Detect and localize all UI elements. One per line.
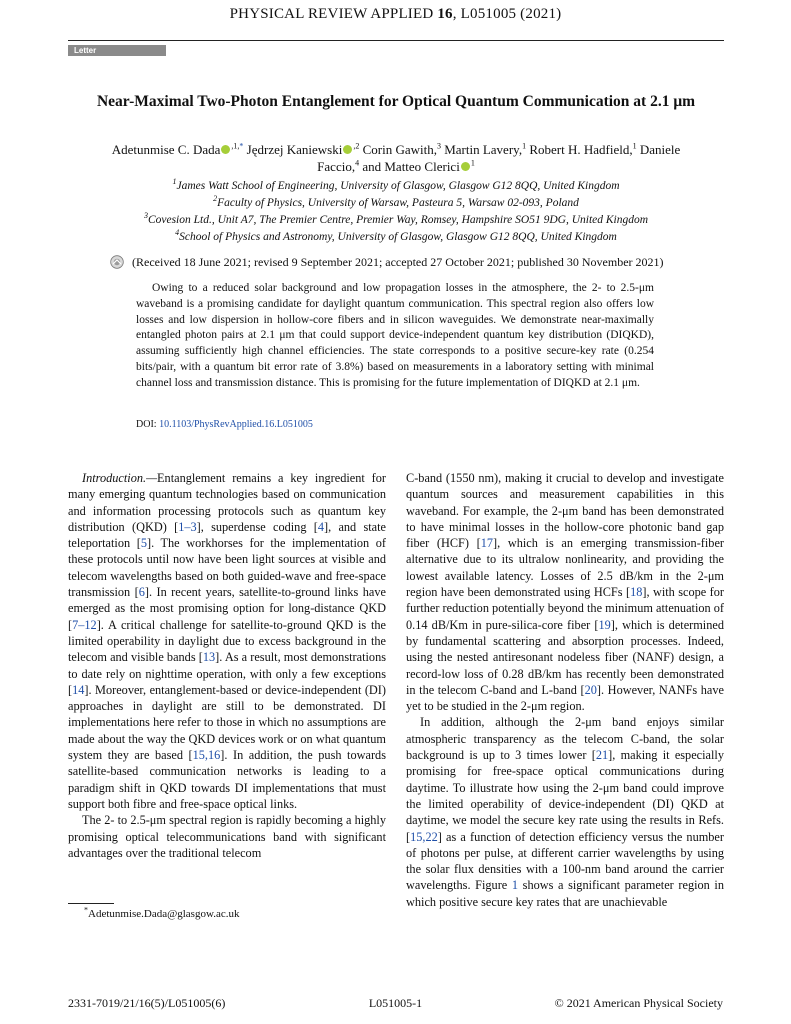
footer-copyright: © 2021 American Physical Society: [554, 996, 723, 1010]
footnote: [84, 905, 240, 920]
body-text: ], with scope for further reduction potentially beyond the minimum attenuation of 0.14 dB/Km in pure-silica-core fiber [: [406, 585, 725, 632]
body-text: ]. In addition, the push towards satellite-based communication networks is leading to a paradigm shift in QKD towards DI implementations that must support both fibre and free-space optical links.: [68, 748, 386, 811]
body-text: ]. Moreover, entanglement-based or device-independent (DI) approaches in daylight are still to be demonstrated. DI implementations here refer to those in which no assumptions are made about the way the QKD devices work or on what quantum system they are based [: [68, 682, 386, 763]
author-name: Daniele Faccio,: [317, 142, 681, 174]
section-heading: Introduction.—: [82, 471, 158, 485]
author-separator: and: [359, 159, 385, 174]
body-text: ]. The workhorses for the implementation of these protocols until now have been light sources at visible and telecom wavelengths based on both guided-wave and free-space transmission [: [68, 536, 386, 600]
body-text: The 2- to 2.5-μm spectral region is rapidly becoming a highly promising optical telecommunications band with significant advantages over the traditional telecom: [68, 813, 386, 860]
body-text: ] as a function of detection efficiency versus the number of photons per pulse, at different carrier wavelengths by using the solar flux densities with a 100-nm band around the carrier wavelengths. Figure: [406, 829, 724, 893]
affiliation-text: James Watt School of Engineering, University of Glasgow, Glasgow G12 8QQ, United Kingdom: [176, 180, 620, 192]
citation-link[interactable]: 17: [480, 536, 494, 551]
dates-text: (Received 18 June 2021; revised 9 September 2021; accepted 27 October 2021; published 30 November 2021): [132, 255, 664, 269]
body-text: ]. In recent years, satellite-to-ground links have emerged as the most promising option for long-distance QKD [: [68, 585, 386, 632]
author-name: Matteo Clerici: [384, 159, 460, 174]
author-affiliation-number: ,2: [353, 141, 360, 151]
footer-issn: 2331-7019/21/16(5)/L051005(6): [68, 996, 226, 1010]
corresponding-mark[interactable]: *: [239, 141, 244, 151]
body-text: ]. As a result, most demonstrations to date rely on nighttime operation, with only a few exceptions [: [68, 650, 387, 697]
body-column-right: [406, 470, 724, 910]
doi-link[interactable]: 10.1103/PhysRevApplied.16.L051005: [159, 419, 313, 430]
author-name: Adetunmise C. Dada: [111, 142, 221, 157]
citation-link[interactable]: 5: [140, 536, 147, 551]
footer-page-number: L051005-1: [368, 996, 423, 1010]
body-text: ], which is determined by fundamental scattering and absorption processes. Indeed, using the nested antiresonant nodeless fiber (NANF) design, a record-low loss of 0.28 dB/km has recently been demonstrated in the telecom C-band and L-band [: [406, 617, 724, 697]
affiliation-row: [70, 178, 722, 195]
author-affiliation-number: 1: [632, 141, 637, 151]
affiliation-text: Covesion Ltd., Unit A7, The Premier Centre, Premier Way, Romsey, Hampshire SO51 9DG, United Kingdom: [147, 214, 649, 226]
journal-citation: L051005 (2021): [460, 6, 562, 22]
abstract-text: Owing to a reduced solar background and low propagation losses in the atmosphere, the 2- to 2.5-μm waveband is a promising candidate for daylight quantum communication. This spectral region also offers low losses and low dispersion in hollow-core fibers and in silicon waveguides. We demonstrate near-maximally entangled photon pairs at 2.1 μm that could support device-independent quantum key distribution (DIQKD), assuming sufficiently high channel efficiencies. The state corresponds to a positive secure-key rate (0.254 bits/pair, with a quantum bit error rate of 3.8%) based on measurements in a laboratory setting with minimal channel loss and transmission distance. This is promising for the future implementation of DIQKD at 2.1 μm.: [136, 282, 654, 389]
orcid-icon[interactable]: [343, 145, 352, 154]
body-text: Entanglement remains a key ingredient for many emerging quantum technologies based on communication and information processing protocols such as quantum key distribution (QKD) [: [68, 471, 386, 534]
author-affiliation-number: 1: [522, 141, 527, 151]
citation-link[interactable]: 18: [630, 585, 643, 600]
author-name: Jędrzej Kaniewski: [246, 142, 343, 157]
affiliation-row: [70, 195, 722, 212]
citation-link[interactable]: 1–3: [178, 519, 197, 534]
body-text: ], superdense coding [: [196, 519, 318, 534]
footnote-email: Adetunmise.Dada@glasgow.ac.uk: [88, 908, 240, 920]
affiliation-row: [70, 229, 722, 246]
publication-history: [110, 255, 664, 270]
body-text: shows a significant parameter region in which positive secure key rates that are unachievable: [406, 878, 724, 909]
header-rule: [68, 40, 724, 41]
citation-link[interactable]: 20: [584, 682, 597, 697]
footnote-mark: *: [84, 905, 88, 915]
citation-link[interactable]: 15,16: [192, 748, 221, 763]
body-text: ], and state teleportation [: [68, 519, 387, 551]
author-affiliation-number: ,1,: [231, 141, 240, 151]
affiliation-number: 3: [143, 211, 148, 221]
body-text: ], making it especially promising for free-space optical communications during daytime. To illustrate how using the 2-μm band could improve the limited operability of device-independent (DI) QKD at daytime, we model the secure key rate using the results in Refs. [: [406, 748, 724, 844]
affiliation-number: 1: [172, 177, 177, 187]
footnote-rule: [68, 903, 114, 904]
citation-link[interactable]: 7–12: [72, 617, 97, 632]
body-text: ]. However, NANFs have yet to be studied in the 2-μm region.: [406, 682, 724, 714]
article-type-badge: Letter: [68, 45, 166, 56]
affiliation-number: 2: [213, 194, 218, 204]
body-paragraph: [68, 470, 386, 812]
doi-label: DOI:: [136, 419, 157, 430]
citation-link[interactable]: 19: [598, 617, 611, 632]
abstract: [136, 281, 654, 392]
affiliation-row: [70, 212, 722, 229]
journal-header: PHYSICAL REVIEW APPLIED 16, L051005 (2021): [229, 6, 562, 22]
citation-link[interactable]: 15,22: [410, 829, 438, 844]
citation-link[interactable]: 21: [595, 748, 609, 763]
crossmark-icon[interactable]: [110, 255, 124, 269]
citation-link[interactable]: 6: [138, 585, 145, 600]
body-text: In addition, although the 2-μm band enjoys similar atmospheric transparency as the telecom C-band, the solar background is up to 3 times lower [: [406, 715, 724, 763]
body-text: C-band (1550 nm), making it crucial to develop and investigate quantum sources and measurement capabilities in this waveband. For example, the 2-μm band has been demonstrated to have minimal losses in the hollow-core photonic band gap fiber (HCF) [: [406, 471, 724, 551]
orcid-icon[interactable]: [461, 162, 470, 171]
body-column-left: [68, 470, 386, 861]
body-paragraph: [68, 812, 386, 861]
body-paragraph: [406, 470, 724, 714]
author-affiliation-number: 3: [436, 141, 441, 151]
citation-link[interactable]: 4: [317, 519, 324, 534]
author-affiliation-number: 1: [470, 158, 475, 168]
paper-title: Near-Maximal Two-Photon Entanglement for Optical Quantum Communication at 2.1 μm: [96, 93, 696, 110]
author-name: Robert H. Hadfield,: [529, 142, 633, 157]
author-name: Martin Lavery,: [444, 142, 523, 157]
body-text: ]. A critical challenge for satellite-to-ground QKD is the limited operability in daylight due to excess background in the telecom and visible bands [: [68, 617, 386, 665]
affiliation-list: [70, 178, 722, 246]
citation-link[interactable]: 1: [511, 878, 519, 893]
body-text: ], which is an emerging transmission-fiber alternative due to its ultralow nonlinearity, and providing the lowest available latency. Losses of 2.5 dB/km in the 2-μm region have been demonstrated using HCFs [: [406, 536, 725, 600]
affiliation-text: School of Physics and Astronomy, University of Glasgow, Glasgow G12 8QQ, United Kingdom: [179, 231, 617, 243]
affiliation-text: Faculty of Physics, University of Warsaw, Pasteura 5, Warsaw 02-093, Poland: [217, 197, 579, 209]
journal-volume: 16: [437, 6, 453, 22]
doi-line: [136, 419, 313, 430]
body-paragraph: [406, 714, 724, 910]
author-name: Corin Gawith,: [362, 142, 437, 157]
citation-link[interactable]: 14: [72, 682, 85, 697]
author-list: [90, 141, 702, 175]
author-affiliation-number: 4: [355, 158, 360, 168]
journal-name: PHYSICAL REVIEW APPLIED: [229, 6, 434, 22]
citation-link[interactable]: 13: [202, 650, 216, 665]
affiliation-number: 4: [175, 228, 180, 238]
orcid-icon[interactable]: [221, 145, 230, 154]
